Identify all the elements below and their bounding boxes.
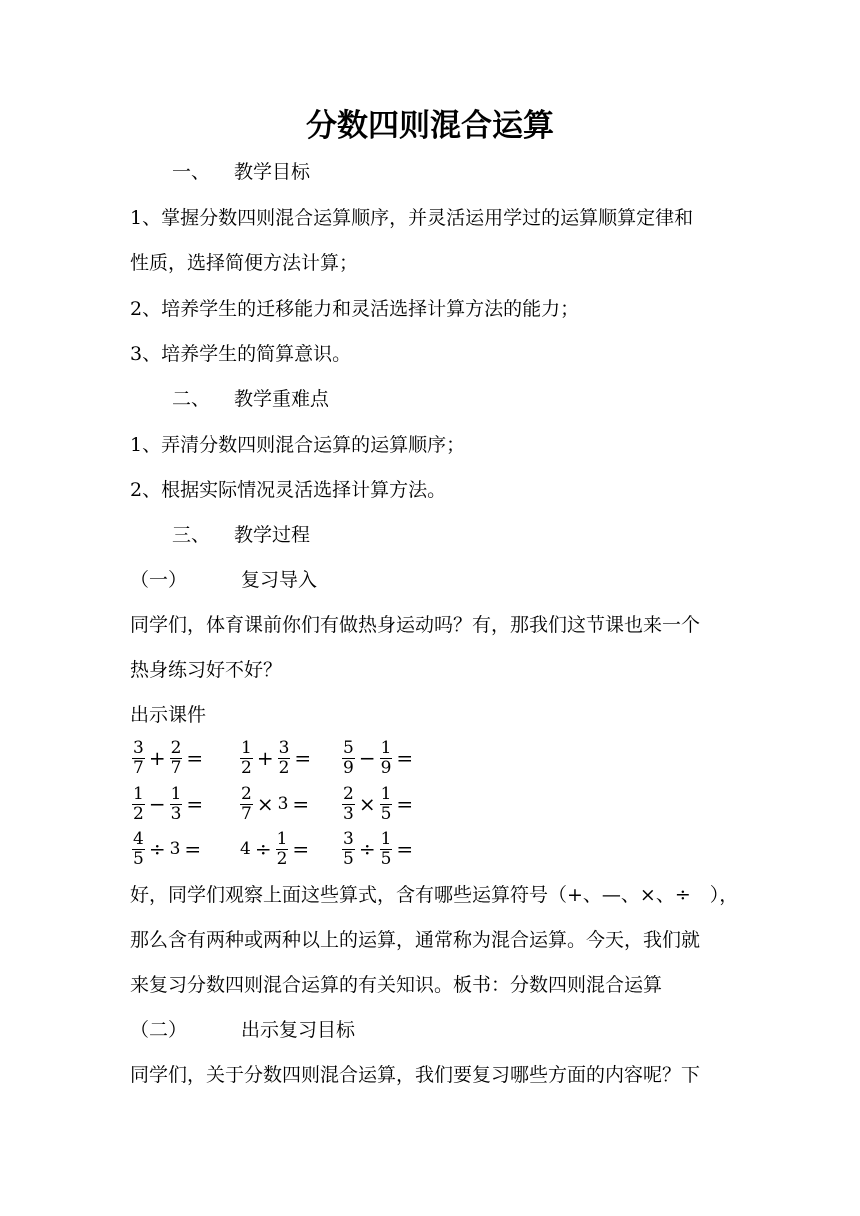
- exercise-expression: [130, 736, 205, 780]
- fraction: [240, 785, 253, 824]
- section-heading-process: [172, 522, 782, 548]
- denominator: 2: [241, 757, 252, 778]
- numerator: 5: [343, 737, 354, 758]
- after-line-3: 来复习分数四则混合运算的有关知识。板书：分数四则混合运算: [130, 974, 663, 996]
- numerator: 2: [241, 783, 252, 804]
- equals-sign: =: [396, 746, 414, 770]
- denominator: 7: [241, 803, 252, 824]
- numerator: 1: [380, 737, 392, 758]
- fraction: [170, 739, 183, 778]
- denominator: 7: [133, 757, 144, 778]
- subsection-label: 出示复习目标: [241, 1019, 356, 1041]
- exercise-expression: [340, 736, 415, 780]
- denominator: 2: [133, 803, 144, 824]
- fraction: [342, 830, 355, 869]
- exercise-expression: [238, 782, 311, 826]
- fraction: [380, 785, 393, 824]
- denominator: 9: [343, 757, 354, 778]
- operator: ÷: [254, 837, 272, 861]
- equals-sign: =: [396, 792, 414, 816]
- section-label: 教学过程: [234, 524, 311, 546]
- numerator: 1: [380, 828, 392, 849]
- numerator: 4: [133, 828, 144, 849]
- numerator: 1: [276, 828, 288, 849]
- fraction: [132, 830, 145, 869]
- goal-2: 2、培养学生的迁移能力和灵活选择计算方法的能力；: [130, 298, 580, 320]
- integer: 3: [169, 839, 181, 859]
- denominator: 5: [133, 848, 144, 869]
- numerator: 1: [241, 737, 252, 758]
- exercise-row: [130, 827, 430, 871]
- fraction: [132, 739, 145, 778]
- after-line-1: 好，同学们观察上面这些算式，含有哪些运算符号（+、—、×、÷ ），: [130, 884, 739, 906]
- equals-sign: =: [396, 837, 414, 861]
- denominator: 5: [380, 848, 392, 869]
- integer: 4: [240, 839, 251, 859]
- exercise-expression: [130, 827, 203, 871]
- denominator: 2: [276, 848, 288, 869]
- numerator: 1: [380, 783, 392, 804]
- denominator: 9: [380, 757, 392, 778]
- fraction: [170, 785, 183, 824]
- operator: −: [358, 746, 376, 770]
- exercise-row: [130, 736, 430, 780]
- operator: ×: [256, 792, 274, 816]
- fraction: [132, 785, 145, 824]
- equals-sign: =: [186, 792, 204, 816]
- fraction: [240, 739, 253, 778]
- numerator: 3: [278, 737, 290, 758]
- after-line-2: 那么含有两种或两种以上的运算，通常称为混合运算。今天，我们就: [130, 929, 701, 951]
- fraction: [380, 830, 393, 869]
- equals-sign: =: [184, 837, 202, 861]
- fraction: [380, 739, 393, 778]
- numerator: 2: [343, 783, 354, 804]
- fraction: [276, 830, 289, 869]
- section-number: 二、: [172, 388, 211, 410]
- section-number: 一、: [172, 161, 211, 183]
- operator: ×: [358, 792, 376, 816]
- operator: +: [148, 746, 166, 770]
- operator: ÷: [148, 837, 166, 861]
- numerator: 3: [343, 828, 354, 849]
- subsection-heading-goals: [130, 1017, 740, 1043]
- subsection-number: （一）: [130, 569, 188, 591]
- equals-sign: =: [294, 746, 312, 770]
- denominator: 7: [170, 757, 182, 778]
- section-label: 教学重难点: [234, 388, 330, 410]
- operator: −: [148, 792, 166, 816]
- exercise-expression: [340, 782, 415, 826]
- subsection-label: 复习导入: [241, 569, 318, 591]
- equals-sign: =: [292, 792, 310, 816]
- difficulty-2: 2、根据实际情况灵活选择计算方法。: [130, 479, 447, 501]
- numerator: 1: [170, 783, 182, 804]
- numerator: 1: [133, 783, 144, 804]
- last-line-1: 同学们，关于分数四则混合运算，我们要复习哪些方面的内容呢？下: [130, 1064, 701, 1086]
- denominator: 5: [343, 848, 354, 869]
- intro-line-1: 同学们，体育课前你们有做热身运动吗？有，那我们这节课也来一个: [130, 614, 701, 636]
- fraction: [342, 739, 355, 778]
- difficulty-1: 1、弄清分数四则混合运算的运算顺序；: [130, 434, 466, 456]
- section-heading-goals: [172, 159, 782, 185]
- exercise-expression: [130, 782, 205, 826]
- goal-3: 3、培养学生的简算意识。: [130, 343, 352, 365]
- subsection-heading-review: [130, 567, 740, 593]
- numerator: 3: [133, 737, 144, 758]
- denominator: 5: [380, 803, 392, 824]
- operator: ÷: [358, 837, 376, 861]
- section-heading-difficulties: [172, 386, 782, 412]
- denominator: 3: [343, 803, 354, 824]
- denominator: 3: [170, 803, 182, 824]
- subsection-number: （二）: [130, 1019, 188, 1041]
- goal-1-line-2: 性质，选择简便方法计算；: [130, 252, 359, 274]
- equals-sign: =: [186, 746, 204, 770]
- goal-1-line-1: 1、掌握分数四则混合运算顺序，并灵活运用学过的运算顺算定律和: [130, 207, 694, 229]
- intro-line-2: 热身练习好不好？: [130, 659, 283, 681]
- section-label: 教学目标: [234, 161, 311, 183]
- section-number: 三、: [172, 524, 211, 546]
- intro-courseware: 出示课件: [130, 704, 207, 726]
- exercise-expression: [340, 827, 415, 871]
- fraction: [278, 739, 291, 778]
- numerator: 2: [170, 737, 182, 758]
- exercise-expression: [238, 827, 311, 871]
- document-title: 分数四则混合运算: [306, 108, 554, 144]
- operator: +: [256, 746, 274, 770]
- exercise-expression: [238, 736, 313, 780]
- fraction: [342, 785, 355, 824]
- integer: 3: [277, 794, 289, 814]
- exercise-row: [130, 782, 430, 826]
- equals-sign: =: [292, 837, 310, 861]
- denominator: 2: [278, 757, 290, 778]
